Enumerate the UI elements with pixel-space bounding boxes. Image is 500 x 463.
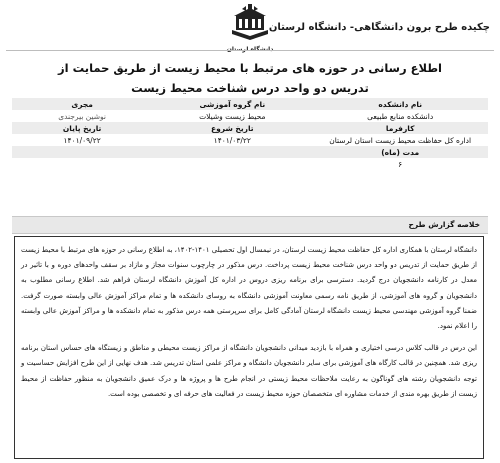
university-crest-icon bbox=[218, 4, 282, 54]
project-title-line-2: تدریس دو واحد درس شناخت محیط زیست bbox=[131, 81, 369, 95]
department-value: محیط زیست وشیلات bbox=[152, 110, 312, 122]
page-header bbox=[6, 4, 494, 54]
summary-body bbox=[14, 236, 484, 459]
university-crest-graphic bbox=[228, 4, 272, 44]
info-row-5 bbox=[12, 146, 488, 158]
employer-label: کارفرما bbox=[312, 122, 488, 134]
summary-paragraph-1: دانشگاه لرستان با همکاری اداره کل حفاظت محیط زیست لرستان، در نیمسال اول تحصیلی ۱۴۰۱-۱۴۰۲، به اطلاع رسانی در حوزه های مرتبط با محیط زیست از طریق حمایت از تدریس دو واحد درس شناخت محیط زیست پرداخت. درس مذکور در چارچوب سنوات مجاز و مازاد بر سقف واحدهای دوره و با تاثیر در معدل در کارنامه دانشجویان درج گردید. دسترسی برای برنامه ریزی دروس در اداره کل آموزش دانشگاه لرستان فراهم شد. اطلاع رسانی مطلوب به دانشجویان و گروه های آموزشی، از طریق نامه رسمی معاونت آموزشی دانشگاه به روسای دانشکده ها و تمام مراکز آموزش عالی وابسته صورت گرفت. ضمنا گروه آموزشی مهندسی محیط زیست دانشگاه لرستان آمادگی کامل برای سرپرستی همه درس مذکور به تمام دانشکده ها و مراکز آموزش عالی وابسته را اعلام نمود. bbox=[21, 246, 477, 331]
duration-value: ۶ bbox=[312, 158, 488, 170]
end-date-label: تاریخ پایان bbox=[12, 122, 152, 134]
info-row-3 bbox=[12, 122, 488, 134]
summary-heading-text: خلاصه گزارش طرح bbox=[408, 220, 480, 229]
empty-cell bbox=[12, 146, 152, 158]
faculty-value: دانشکده منابع طبیعی bbox=[312, 110, 488, 122]
employer-value: اداره کل حفاظت محیط زیست استان لرستان bbox=[312, 134, 488, 146]
executor-value: نوشین بیرجندی bbox=[12, 110, 152, 122]
empty-cell bbox=[12, 158, 152, 170]
info-row-4 bbox=[12, 134, 488, 146]
info-row-6 bbox=[12, 158, 488, 170]
summary-heading bbox=[12, 216, 488, 234]
start-date-label: تاریخ شروع bbox=[152, 122, 312, 134]
project-info-table bbox=[12, 98, 488, 170]
empty-cell bbox=[152, 158, 312, 170]
duration-label: مدت (ماه) bbox=[312, 146, 488, 158]
project-title bbox=[10, 58, 490, 98]
header-divider bbox=[6, 50, 494, 51]
info-row-1 bbox=[12, 98, 488, 110]
executor-label: مجری bbox=[12, 98, 152, 110]
faculty-label: نام دانشکده bbox=[312, 98, 488, 110]
empty-cell bbox=[152, 146, 312, 158]
header-title: چکیده طرح برون دانشگاهی- دانشگاه لرستان bbox=[268, 22, 490, 33]
department-label: نام گروه آموزشی bbox=[152, 98, 312, 110]
start-date-value: ۱۴۰۱/۰۳/۲۲ bbox=[152, 134, 312, 146]
summary-paragraph-2: این درس در قالب کلاس درسی اختیاری و همراه با بازدید میدانی دانشجویان دانشگاه از مراکز زیست محیطی و مناطق و زیستگاه های حساس استان برنامه ریزی شد. همچنین در قالب کارگاه های آموزشی برای سایر دانشجویان دانشگاه و مراکز علمی استان تدریس شد. هدف نهایی از این طرح افزایش حساسیت و توجه دانشجویان رشته های گوناگون به رعایت ملاحظات محیط زیستی در انجام طرح ها و پروژه ها و درک عمیق دانشجویان به منظور حفاظت از محیط زیست از طریق بهره مندی از خدمات مشاوره ای متخصصان حوزه محیط زیست در فعالیت های حرفه ای و تخصصی بوده است. bbox=[21, 344, 477, 398]
end-date-value: ۱۴۰۱/۰۹/۲۲ bbox=[12, 134, 152, 146]
info-row-2 bbox=[12, 110, 488, 122]
project-title-line-1: اطلاع رسانی در حوزه های مرتبط با محیط زیست از طریق حمایت از bbox=[58, 61, 442, 75]
